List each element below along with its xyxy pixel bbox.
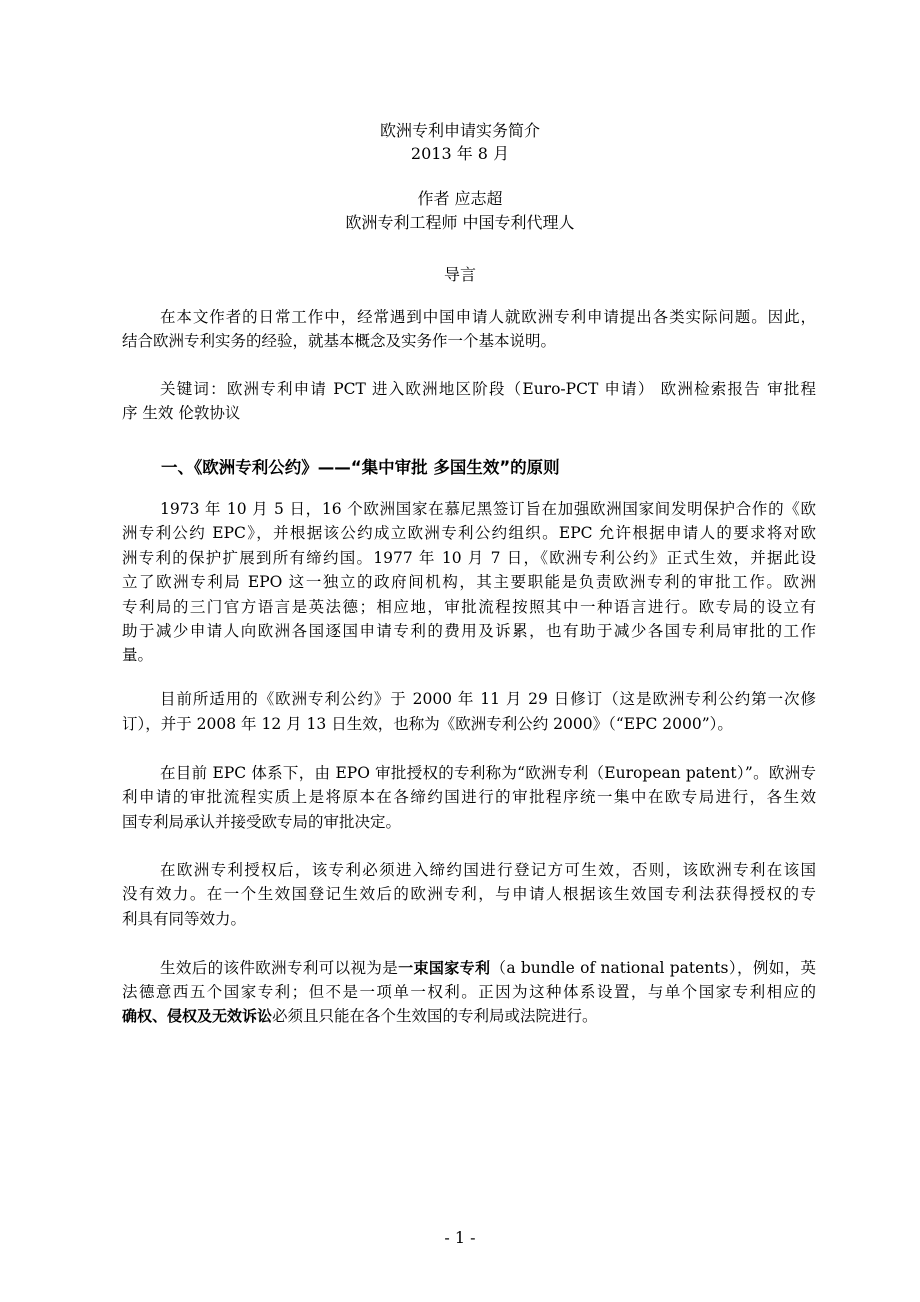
p1-line-3: 洲专利的保护扩展到所有缔约国。1977 年 10 月 7 日，《欧洲专利公约》正式生效，并据此设 <box>122 549 816 567</box>
p5-bold-term-bundle: 一束国家专利 <box>398 959 491 977</box>
p4-line-1: 在欧洲专利授权后，该专利必须进入缔约国进行登记方可生效，否则，该欧洲专利在该国 <box>160 861 816 879</box>
p5-line-3 <box>122 1009 816 1025</box>
preface-heading: 导言 <box>443 265 476 284</box>
p3-line-3: 国专利局承认并接受欧专局的审批决定。 <box>122 813 402 831</box>
p1-line-1: 1973 年 10 月 5 日，16 个欧洲国家在慕尼黑签订旨在加强欧洲国家间发明保护合作的《欧 <box>160 500 816 518</box>
p2-line-1: 目前所适用的《欧洲专利公约》于 2000 年 11 月 29 日修订（这是欧洲专利公约第一次修 <box>160 690 816 708</box>
page-number: - 1 - <box>444 1228 476 1247</box>
p5-line-1 <box>160 961 816 977</box>
p1-line-7: 量。 <box>122 646 154 664</box>
p1-line-5: 专利局的三门官方语言是英法德；相应地，审批流程按照其中一种语言进行。欧专局的设立有 <box>122 598 816 616</box>
p5-line-3-tail: 必须且只能在各个生效国的专利局或法院进行。 <box>272 1007 598 1025</box>
p5-line-2: 法德意西五个国家专利；但不是一项单一权利。正因为这种体系设置，与单个国家专利相应的 <box>122 983 816 1001</box>
p3-line-1: 在目前 EPC 体系下，由 EPO 审批授权的专利称为“欧洲专利（European patent）”。欧洲专 <box>160 764 816 782</box>
p5-bold-term-litigation: 确权、侵权及无效诉讼 <box>122 1007 273 1025</box>
p3-line-2: 利申请的审批流程实质上是将原本在各缔约国进行的审批程序统一集中在欧专局进行，各生效 <box>122 788 816 806</box>
keywords-line-2: 序 生效 伦敦协议 <box>122 404 241 422</box>
intro-line-2: 结合欧洲专利实务的经验，就基本概念及实务作一个基本说明。 <box>122 332 557 350</box>
document-title: 欧洲专利申请实务简介 <box>379 121 540 140</box>
p5-line-1-tail: （a bundle of national patents），例如，英 <box>490 959 816 977</box>
p1-line-2: 洲专利公约 EPC》，并根据该公约成立欧洲专利公约组织。EPC 允许根据申请人的要求将对欧 <box>122 524 816 542</box>
keywords-line-1: 关键词：欧洲专利申请 PCT 进入欧洲地区阶段（Euro-PCT 申请） 欧洲检索报告 审批程 <box>160 380 816 398</box>
author-name: 作者 应志超 <box>417 189 503 208</box>
document-date: 2013 年 8 月 <box>410 144 510 163</box>
p1-line-4: 立了欧洲专利局 EPO 这一独立的政府间机构，其主要职能是负责欧洲专利的审批工作。欧洲 <box>122 573 816 591</box>
author-title: 欧洲专利工程师 中国专利代理人 <box>345 213 575 232</box>
p1-line-6: 助于减少申请人向欧洲各国逐国申请专利的费用及诉累，也有助于减少各国专利局审批的工作 <box>122 622 816 640</box>
p2-line-2: 订），并于 2008 年 12 月 13 日生效，也称为《欧洲专利公约 2000》（“EPC 2000”）。 <box>122 715 733 733</box>
intro-line-1: 在本文作者的日常工作中，经常遇到中国申请人就欧洲专利申请提出各类实际问题。因此， <box>160 308 816 326</box>
p4-line-3: 利具有同等效力。 <box>122 910 247 928</box>
p4-line-2: 没有效力。在一个生效国登记生效后的欧洲专利，与申请人根据该生效国专利法获得授权的专 <box>122 885 816 903</box>
section-1-heading: 一、《欧洲专利公约》——“集中审批 多国生效”的原则 <box>161 458 560 477</box>
p5-line-1-text: 生效后的该件欧洲专利可以视为是 <box>160 959 399 977</box>
